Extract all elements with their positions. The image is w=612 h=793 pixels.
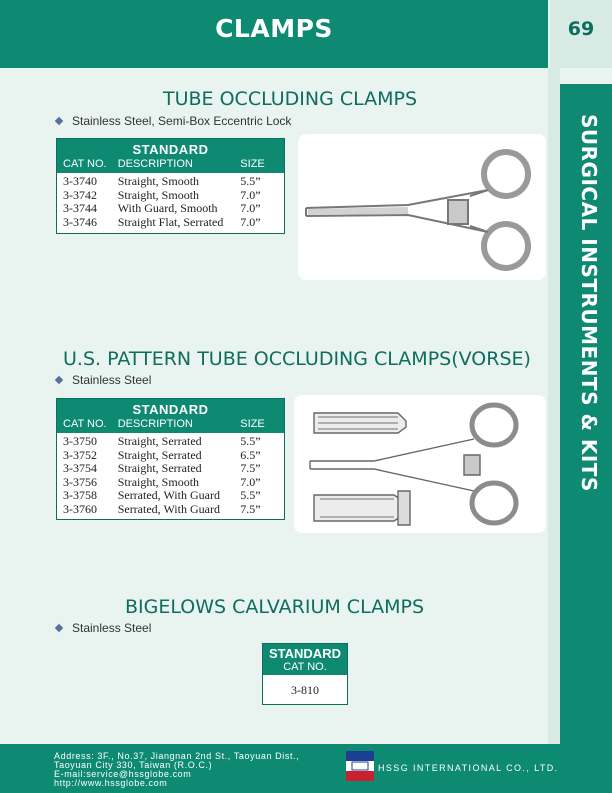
section-subtitle-text: Stainless Steel, Semi-Box Eccentric Lock bbox=[72, 114, 292, 128]
size: 7.0” bbox=[240, 201, 261, 215]
size: 5.5” bbox=[240, 434, 261, 448]
footer-address-line-2: Taoyuan City 330, Taiwan (R.O.C.) bbox=[54, 760, 213, 770]
table-header bbox=[57, 399, 284, 433]
column-header: SIZE bbox=[240, 158, 265, 170]
description: Straight, Smooth bbox=[117, 474, 200, 489]
size: 7.0” bbox=[240, 474, 261, 489]
table-heading: STANDARD bbox=[132, 142, 209, 157]
cat-no: 3-810 bbox=[291, 683, 319, 697]
section-title-us-pattern: U.S. PATTERN TUBE OCCLUDING CLAMPS(VORSE) bbox=[63, 348, 531, 370]
table-row bbox=[57, 503, 284, 517]
table-row bbox=[57, 173, 284, 189]
bullet-icon bbox=[55, 117, 63, 125]
company-logo-icon bbox=[346, 751, 374, 781]
table-row bbox=[57, 216, 284, 230]
section-title-bigelows: BIGELOWS CALVARIUM CLAMPS bbox=[125, 596, 424, 618]
table-column-headers bbox=[57, 157, 284, 173]
description: Straight Flat, Serrated bbox=[117, 214, 224, 229]
cat-no: 3-3740 bbox=[63, 174, 97, 188]
section-subtitle-text: Stainless Steel bbox=[72, 621, 152, 635]
section-subtitle bbox=[56, 373, 151, 387]
column-header: SIZE bbox=[240, 418, 265, 430]
product-image-tube-occluding-clamp bbox=[298, 134, 546, 280]
cat-no: 3-3758 bbox=[63, 488, 97, 502]
footer-email: E-mail:service@hssglobe.com bbox=[54, 769, 192, 779]
description: Straight, Serrated bbox=[117, 447, 202, 462]
column-header: CAT NO. bbox=[63, 158, 107, 170]
bullet-icon bbox=[55, 624, 63, 632]
side-strip-accent bbox=[548, 68, 560, 744]
footer-website: http://www.hssglobe.com bbox=[54, 778, 168, 788]
cat-no: 3-3754 bbox=[63, 461, 97, 475]
section-subtitle-text: Stainless Steel bbox=[72, 373, 152, 387]
footer-address-line-1: Address: 3F., No.37, Jiangnan 2nd St., Taoyuan Dist., bbox=[54, 751, 300, 761]
table-row bbox=[57, 489, 284, 503]
size: 7.0” bbox=[240, 187, 261, 202]
side-label: SURGICAL INSTRUMENTS & KITS bbox=[577, 114, 601, 492]
column-header: CAT NO. bbox=[63, 418, 107, 430]
description: Straight, Smooth bbox=[117, 174, 200, 188]
product-table-3 bbox=[262, 643, 348, 705]
description: With Guard, Smooth bbox=[117, 201, 218, 215]
column-header: DESCRIPTION bbox=[117, 418, 193, 430]
size: 5.5” bbox=[240, 488, 261, 502]
cat-no: 3-3760 bbox=[63, 501, 97, 516]
description: Straight, Smooth bbox=[117, 187, 200, 202]
table-header bbox=[263, 644, 347, 675]
size: 7.0” bbox=[240, 214, 261, 229]
table-heading: STANDARD bbox=[269, 646, 341, 661]
product-table-1 bbox=[56, 138, 285, 234]
cat-no: 3-3756 bbox=[63, 474, 97, 489]
table-row bbox=[57, 462, 284, 476]
cat-no: 3-3742 bbox=[63, 187, 97, 202]
product-image-vorse-clamp bbox=[294, 395, 546, 533]
size: 7.5” bbox=[240, 461, 261, 475]
size: 6.5” bbox=[240, 447, 261, 462]
cat-no: 3-3752 bbox=[63, 447, 97, 462]
table-header bbox=[57, 139, 284, 173]
bullet-icon bbox=[55, 376, 63, 384]
product-table-2 bbox=[56, 398, 285, 520]
table-row bbox=[57, 202, 284, 216]
vorse-clamp-illustration bbox=[294, 395, 546, 533]
table-column-headers bbox=[57, 417, 284, 433]
size: 5.5” bbox=[240, 174, 261, 188]
table-heading: STANDARD bbox=[132, 402, 209, 417]
section-subtitle bbox=[56, 621, 151, 635]
description: Straight, Serrated bbox=[117, 461, 202, 475]
column-header: CAT NO. bbox=[283, 661, 327, 673]
table-row bbox=[57, 189, 284, 203]
page-number: 69 bbox=[567, 18, 595, 40]
table-row bbox=[57, 476, 284, 490]
table-row bbox=[57, 449, 284, 463]
cat-no: 3-3746 bbox=[63, 214, 97, 229]
page-title: CLAMPS bbox=[215, 14, 333, 43]
section-title-tube-occluding: TUBE OCCLUDING CLAMPS bbox=[163, 88, 418, 110]
description: Serrated, With Guard bbox=[117, 488, 220, 502]
section-subtitle bbox=[56, 114, 291, 128]
footer-company-name: HSSG INTERNATIONAL CO., LTD. bbox=[378, 763, 559, 773]
table-row bbox=[57, 433, 284, 449]
size: 7.5” bbox=[240, 501, 261, 516]
cat-no: 3-3744 bbox=[63, 201, 97, 215]
clamp-illustration bbox=[298, 134, 546, 280]
description: Serrated, With Guard bbox=[117, 501, 220, 516]
cat-no: 3-3750 bbox=[63, 434, 97, 448]
description: Straight, Serrated bbox=[117, 434, 202, 448]
column-header: DESCRIPTION bbox=[117, 158, 193, 170]
